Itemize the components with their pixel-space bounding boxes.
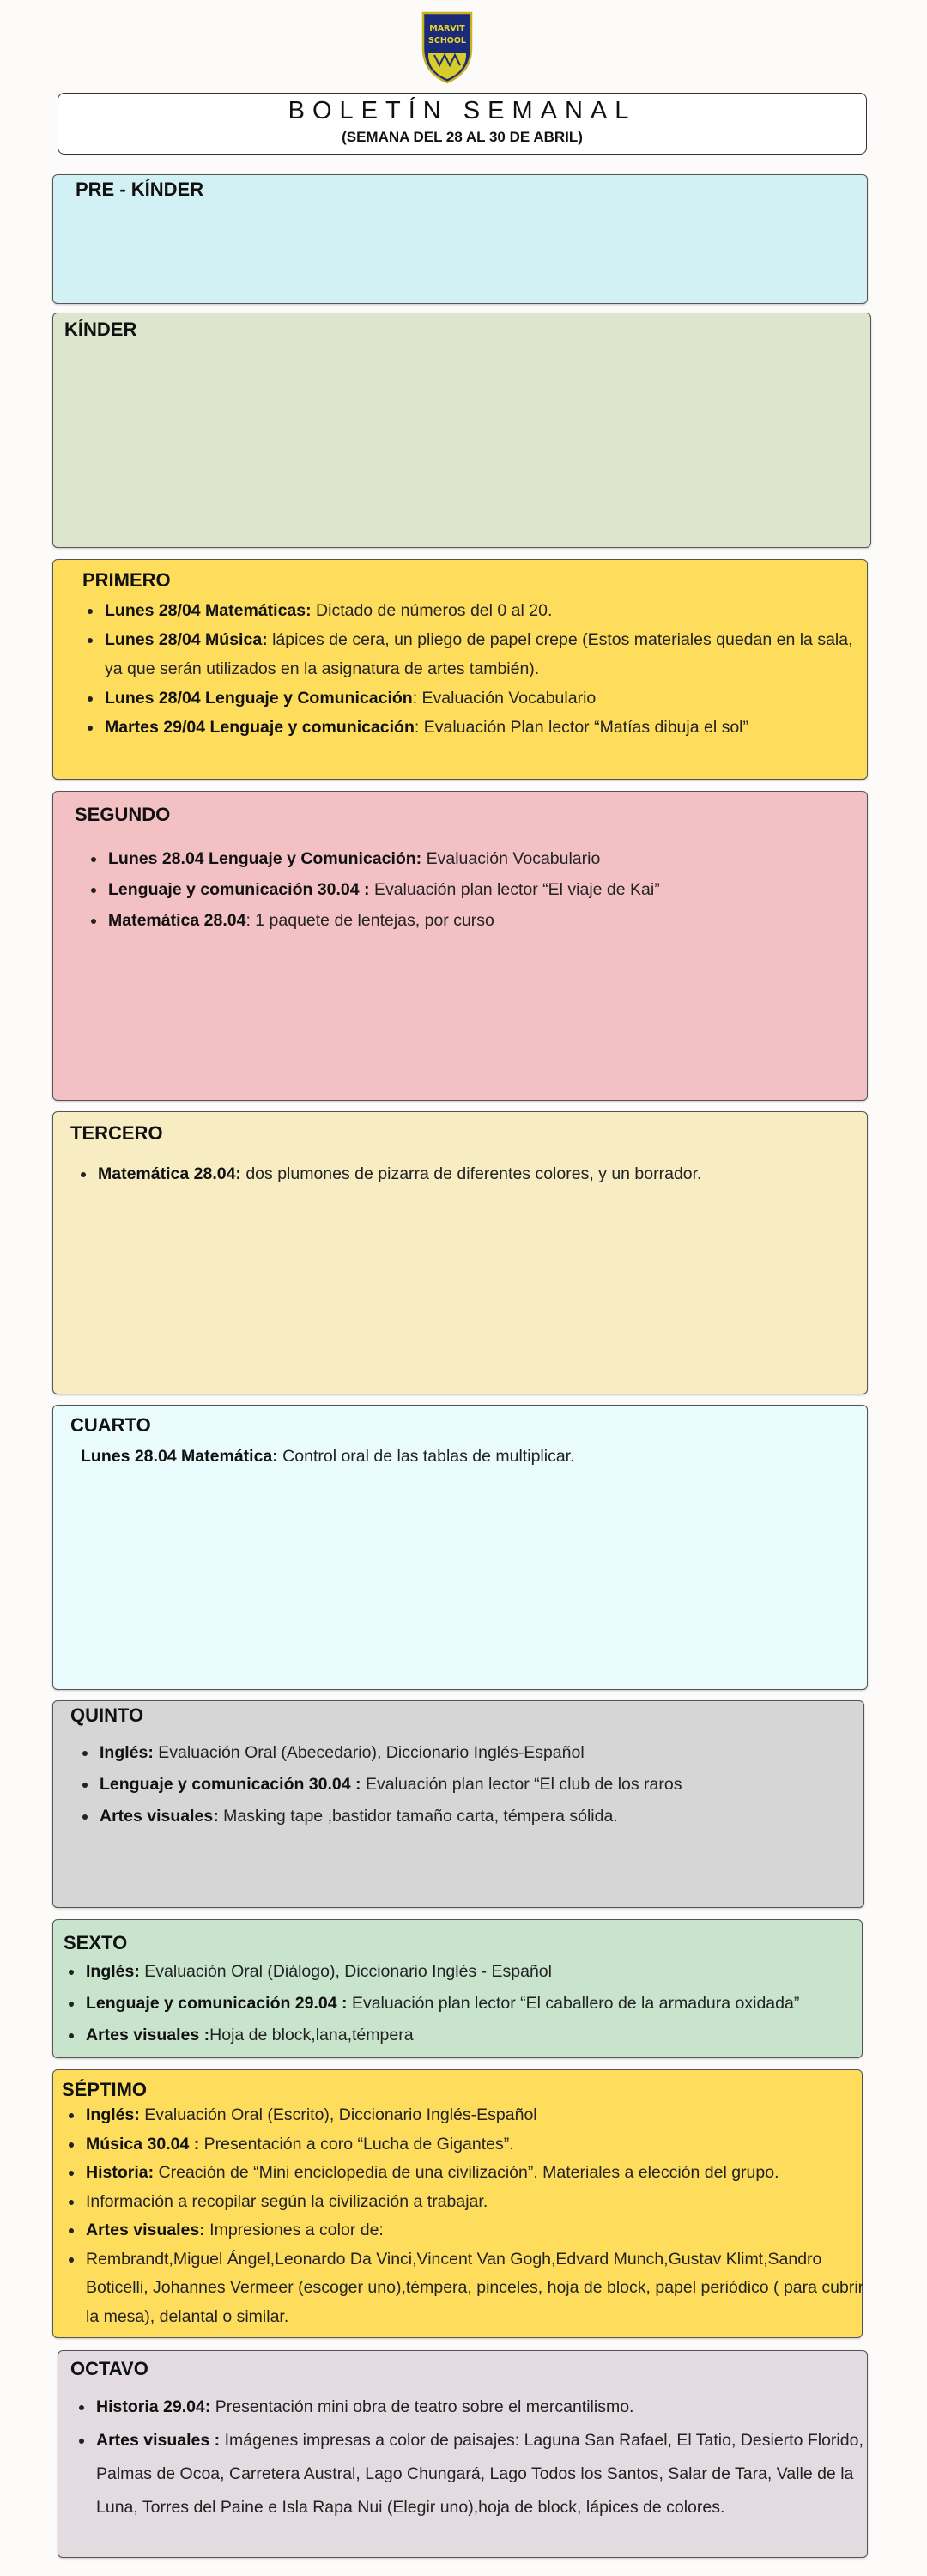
- item-list: [72, 2391, 867, 2524]
- section-prekinder: [52, 174, 868, 304]
- list-item: [96, 1159, 869, 1188]
- list-item: [103, 596, 858, 625]
- list-item-bold: Lunes 28.04 Lenguaje y Comunicación:: [108, 849, 422, 868]
- list-item: [106, 874, 862, 905]
- section-title: TERCERO: [70, 1122, 163, 1144]
- section-tercero: [52, 1111, 868, 1394]
- section-title: CUARTO: [70, 1414, 151, 1436]
- list-item: [84, 1956, 874, 1988]
- list-item: [106, 905, 862, 936]
- list-item: [103, 713, 858, 742]
- list-item-bold: Martes 29/04 Lenguaje y comunicación: [105, 718, 415, 737]
- list-item-text: Imágenes impresas a color de paisajes: Laguna San Rafael, El Tatio, Desierto Florido, Palmas de Ocoa, Carretera Austral, Lago Chungará, Lago Todos los Santos, Salar de Tara, Valle de la Luna, Torres del Paine e Isla Rapa Nui (Elegir uno),hoja de block, lápices de colores.: [96, 2431, 863, 2517]
- list-item-text: : Evaluación Vocabulario: [412, 689, 597, 708]
- list-item: [94, 2391, 867, 2424]
- section-quinto: [52, 1700, 864, 1908]
- section-title: QUINTO: [70, 1704, 144, 1726]
- list-item-bold: Inglés:: [100, 1743, 154, 1762]
- list-item-bold: Matemática 28.04:: [98, 1164, 241, 1183]
- list-item-bold: Lunes 28/04 Lenguaje y Comunicación: [105, 689, 413, 708]
- list-item-text: Rembrandt,Miguel Ángel,Leonardo Da Vinci,Vincent Van Gogh,Edvard Munch,Gustav Klimt,Sandro Boticelli, Johannes Vermeer (escoger uno),témpera, pinceles, hoja de block, papel periódico ( para cubrir la mesa), delantal o similar.: [86, 2249, 864, 2326]
- cuarto-line: [81, 1442, 836, 1471]
- list-item-bold: Inglés:: [86, 2105, 140, 2124]
- list-item-text: Evaluación plan lector “El club de los raros: [360, 1775, 682, 1794]
- item-list: [62, 1956, 874, 2051]
- list-item: [98, 1801, 862, 1832]
- list-item-text: dos plumones de pizarra de diferentes colores, y un borrador.: [240, 1164, 702, 1183]
- section-title: PRIMERO: [82, 569, 171, 591]
- list-item: [84, 2130, 869, 2160]
- list-item: [98, 1737, 862, 1769]
- list-item-text: Presentación a coro “Lucha de Gigantes”.: [199, 2134, 514, 2154]
- list-item-text: Evaluación Oral (Abecedario), Diccionario Inglés-Español: [153, 1743, 585, 1762]
- list-item: [84, 2188, 869, 2217]
- list-item: [84, 2159, 869, 2188]
- list-item-text: lápices de cera, un pliego de papel crepe (Estos materiales quedan en la sala, ya que serán utilizados en la asignatura de artes también).: [105, 630, 853, 678]
- list-item: [84, 2101, 869, 2130]
- item-list: [81, 596, 858, 742]
- list-item-text: : 1 paquete de lentejas, por curso: [245, 911, 494, 930]
- list-item-bold: Artes visuales:: [100, 1807, 219, 1826]
- list-item: [106, 843, 862, 874]
- section-cuarto: [52, 1405, 868, 1690]
- list-item-bold: Inglés:: [86, 1962, 140, 1981]
- list-item-bold: Lenguaje y comunicación 29.04 :: [86, 1994, 348, 2013]
- section-sexto: [52, 1919, 863, 2058]
- list-item-text: Evaluación Oral (Escrito), Diccionario Inglés-Español: [139, 2105, 537, 2124]
- list-item: [103, 683, 858, 713]
- item-list: [84, 843, 862, 936]
- bulletin-subtitle: (SEMANA DEL 28 AL 30 DE ABRIL): [342, 129, 583, 145]
- cuarto-line-text: Control oral de las tablas de multiplicar.: [277, 1447, 575, 1466]
- logo-text-1: MARVIT: [429, 24, 465, 33]
- list-item-text: Impresiones a color de:: [204, 2221, 384, 2239]
- list-item-bold: Música 30.04 :: [86, 2134, 200, 2154]
- list-item-text: Información a recopilar según la civilización a trabajar.: [86, 2191, 488, 2211]
- list-item: [84, 1988, 874, 2020]
- list-item-text: Evaluación Vocabulario: [421, 849, 601, 868]
- section-kinder: [52, 313, 871, 548]
- list-item-text: Hoja de block,lana,témpera: [209, 2026, 414, 2044]
- list-item-text: Evaluación Oral (Diálogo), Diccionario Inglés - Español: [139, 1962, 552, 1981]
- logo-text-2: SCHOOL: [428, 36, 466, 46]
- list-item-bold: Historia 29.04:: [96, 2397, 211, 2416]
- list-item-text: Dictado de números del 0 al 20.: [311, 601, 553, 620]
- list-item: [94, 2424, 867, 2524]
- list-item-bold: Matemática 28.04: [108, 911, 246, 930]
- list-item-bold: Historia:: [86, 2163, 154, 2182]
- bulletin-header: [58, 93, 867, 155]
- section-title: OCTAVO: [70, 2358, 148, 2379]
- section-title: SEGUNDO: [75, 804, 171, 825]
- section-segundo: [52, 791, 868, 1101]
- list-item-text: Evaluación plan lector “El caballero de la armadura oxidada”: [347, 1994, 800, 2013]
- list-item-bold: Lenguaje y comunicación 30.04 :: [100, 1775, 361, 1794]
- list-item-text: : Evaluación Plan lector “Matías dibuja el sol”: [414, 718, 748, 737]
- list-item: [84, 2020, 874, 2051]
- list-item: [103, 625, 858, 683]
- item-list: [62, 2101, 869, 2331]
- list-item: [84, 2245, 869, 2332]
- list-item-bold: Lunes 28/04 Matemáticas:: [105, 601, 312, 620]
- section-septimo: [52, 2069, 863, 2338]
- list-item-text: Creación de “Mini enciclopedia de una civilización”. Materiales a elección del grupo.: [154, 2163, 779, 2182]
- list-item-text: Masking tape ,bastidor tamaño carta, témpera sólida.: [218, 1807, 618, 1826]
- list-item-text: Presentación mini obra de teatro sobre el mercantilismo.: [210, 2397, 634, 2416]
- section-title: SEXTO: [64, 1932, 128, 1953]
- list-item: [84, 2216, 869, 2245]
- bulletin-title: BOLETÍN SEMANAL: [288, 97, 637, 125]
- section-title: PRE - KÍNDER: [76, 179, 204, 200]
- school-logo: [421, 10, 474, 84]
- cuarto-line-bold: Lunes 28.04 Matemática:: [81, 1447, 278, 1466]
- list-item-bold: Lunes 28/04 Música:: [105, 630, 268, 649]
- list-item-bold: Artes visuales :: [96, 2431, 221, 2450]
- list-item-bold: Artes visuales :: [86, 2026, 210, 2044]
- list-item-text: Evaluación plan lector “El viaje de Kai”: [369, 880, 660, 899]
- section-primero: [52, 559, 868, 780]
- list-item-bold: Lenguaje y comunicación 30.04 :: [108, 880, 370, 899]
- section-title: SÉPTIMO: [62, 2079, 148, 2100]
- list-item: [98, 1769, 862, 1801]
- item-list: [74, 1159, 869, 1188]
- item-list: [76, 1737, 862, 1832]
- list-item-bold: Artes visuales:: [86, 2221, 205, 2239]
- section-octavo: [58, 2350, 868, 2558]
- section-title: KÍNDER: [64, 319, 137, 340]
